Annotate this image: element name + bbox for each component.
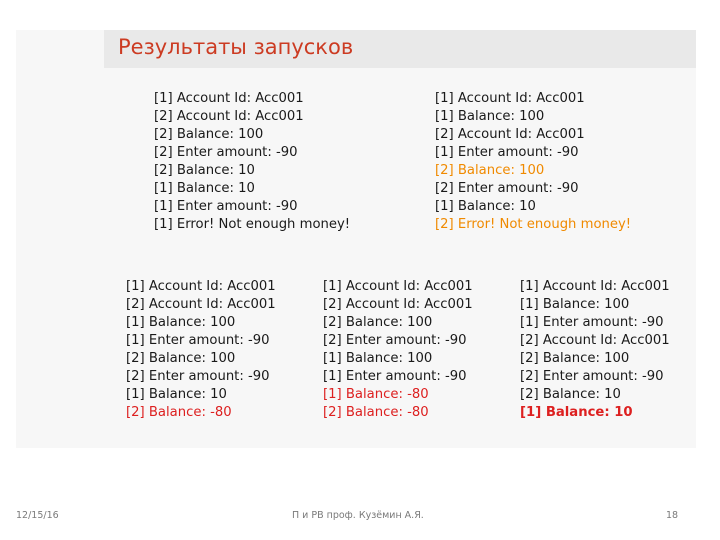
log-line: [2] Enter amount: -90	[435, 181, 579, 196]
log-line: [2] Account Id: Acc001	[154, 109, 304, 124]
log-line: [1] Balance: 10	[126, 387, 227, 402]
log-line: [1] Account Id: Acc001	[126, 279, 276, 294]
page-number: 18	[666, 510, 679, 521]
run-output-block-2	[435, 90, 631, 234]
log-line: [2] Enter amount: -90	[520, 369, 664, 384]
run-output-block-3	[126, 278, 276, 422]
log-line: [1] Account Id: Acc001	[435, 91, 585, 106]
log-line: [2] Balance: 10	[520, 387, 621, 402]
log-line: [1] Balance: 100	[126, 315, 236, 330]
log-line: [1] Enter amount: -90	[154, 199, 298, 214]
log-line: [2] Account Id: Acc001	[323, 297, 473, 312]
log-line: [1] Balance: 100	[435, 109, 545, 124]
footer-author: П и РВ проф. Кузёмин А.Я.	[292, 510, 424, 521]
log-line: [2] Enter amount: -90	[126, 369, 270, 384]
log-line: [1] Balance: -80	[323, 387, 429, 402]
log-line: [2] Enter amount: -90	[154, 145, 298, 160]
run-output-block-1	[154, 90, 350, 234]
log-line: [1] Account Id: Acc001	[323, 279, 473, 294]
run-output-block-5	[520, 278, 670, 422]
slide-title: Результаты запусков	[118, 35, 354, 59]
log-line: [1] Balance: 10	[154, 181, 255, 196]
log-line: [1] Account Id: Acc001	[520, 279, 670, 294]
log-line: [2] Account Id: Acc001	[435, 127, 585, 142]
log-line: [2] Balance: -80	[126, 405, 232, 420]
footer-date: 12/15/16	[16, 510, 59, 521]
log-line: [1] Enter amount: -90	[435, 145, 579, 160]
log-line: [1] Balance: 10	[435, 199, 536, 214]
log-line: [2] Balance: 10	[154, 163, 255, 178]
log-line: [2] Account Id: Acc001	[520, 333, 670, 348]
log-line: [1] Error! Not enough money!	[154, 217, 351, 232]
log-line: [1] Account Id: Acc001	[154, 91, 304, 106]
log-line: [2] Enter amount: -90	[323, 333, 467, 348]
log-line: [1] Enter amount: -90	[126, 333, 270, 348]
log-line: [2] Balance: 100	[323, 315, 433, 330]
log-line: [2] Balance: 100	[520, 351, 630, 366]
log-line: [1] Balance: 100	[520, 297, 630, 312]
log-line: [1] Enter amount: -90	[323, 369, 467, 384]
log-line: [2] Account Id: Acc001	[126, 297, 276, 312]
log-line: [2] Error! Not enough money!	[435, 217, 632, 232]
log-line: [2] Balance: 100	[435, 163, 545, 178]
log-line: [2] Balance: 100	[126, 351, 236, 366]
run-output-block-4	[323, 278, 473, 422]
log-line: [1] Balance: 10	[520, 405, 633, 420]
log-line: [1] Enter amount: -90	[520, 315, 664, 330]
log-line: [2] Balance: 100	[154, 127, 264, 142]
log-line: [1] Balance: 100	[323, 351, 433, 366]
log-line: [2] Balance: -80	[323, 405, 429, 420]
